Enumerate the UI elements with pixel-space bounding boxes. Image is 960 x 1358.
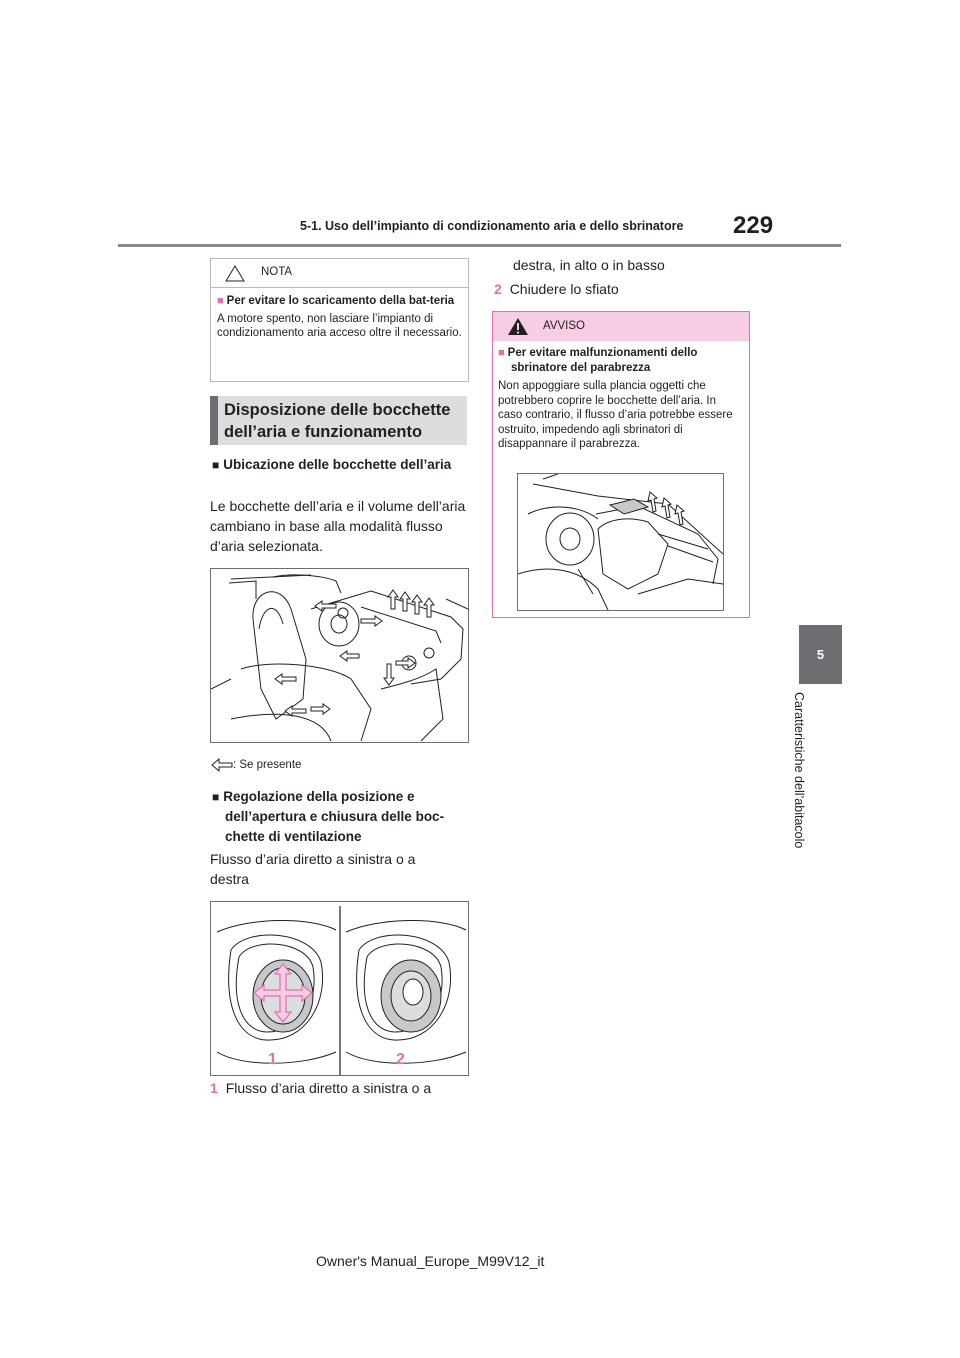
square-bullet-icon: ■ [212, 458, 220, 472]
optional-arrow-icon [211, 758, 233, 772]
section-heading-bar [210, 396, 218, 445]
square-bullet-icon: ■ [217, 295, 224, 307]
defroster-figure [517, 473, 724, 611]
section-heading [210, 396, 467, 445]
warning-triangle-icon [507, 317, 529, 336]
avviso-label: AVVISO [543, 320, 585, 332]
step-2-text: Chiudere lo sfiato [509, 281, 619, 297]
chapter-title-text: Caratteristiche dell’abitacolo [792, 692, 806, 849]
avviso-text: Non appoggiare sulla plancia oggetti che potrebbero coprire le bocchette dell’aria. In caso contrario, il flusso d’aria potrebbe essere ostruito, impedendo agli sbrinatori di disappannare il parabrezza. [498, 380, 733, 450]
avviso-header [493, 312, 749, 341]
running-header-title: 5-1. Uso dell’impianto di condizionamento aria e dello sbrinatore [300, 219, 684, 233]
location-heading-text: Ubicazione delle bocchette dell’aria [223, 457, 452, 472]
avviso-heading-text: Per evitare malfunzionamenti dello sbrinatore del parabrezza [507, 347, 698, 374]
nota-header [211, 259, 468, 288]
adjust-heading [212, 787, 483, 847]
location-text: Le bocchette dell’aria e il volume dell’aria cambiano in base alla modalità flusso d’aria selezionata. [210, 498, 466, 554]
step-1-number: 1 [210, 1080, 218, 1096]
step-2 [494, 279, 734, 299]
vent-location-figure [210, 568, 469, 743]
adjust-text: Flusso d’aria diretto a sinistra o a destra [210, 851, 416, 887]
square-bullet-icon: ■ [212, 790, 220, 804]
step-1-continued: destra, in alto o in basso [513, 257, 665, 273]
location-heading [212, 455, 465, 475]
square-bullet-icon: ■ [498, 347, 505, 359]
figure-label-1: 1 [268, 1051, 277, 1068]
header-rule [118, 244, 841, 247]
avviso-box [492, 311, 750, 618]
step-1-text: Flusso d’aria diretto a sinistra o a [225, 1080, 432, 1096]
section-heading-text: Disposizione delle bocchette dell’aria e funzionamento [224, 401, 451, 441]
nota-heading-text: Per evitare lo scaricamento della bat-teria [226, 295, 455, 307]
chapter-tab: 5 [799, 625, 842, 684]
vent-closeup-illustration [211, 902, 468, 1075]
avviso-heading [498, 346, 743, 375]
caution-triangle-icon [225, 265, 245, 282]
nota-heading [217, 294, 462, 309]
page-number: 229 [733, 212, 774, 239]
step-2-number: 2 [494, 281, 502, 297]
step-1-start [210, 1078, 460, 1098]
vent-location-illustration [211, 569, 468, 742]
legend-text: : Se presente [233, 759, 302, 771]
chapter-title-vertical [784, 692, 814, 872]
nota-text: A motore spento, non lasciare l’impianto di condizionamento aria acceso oltre il necessario. [217, 312, 462, 339]
footer-text: Owner's Manual_Europe_M99V12_it [316, 1253, 545, 1269]
nota-label: NOTA [261, 266, 293, 278]
figure-label-2: 2 [396, 1051, 405, 1068]
vent-closeup-figure [210, 901, 469, 1076]
defroster-illustration [518, 474, 723, 610]
adjust-heading-text: Regolazione della posizione e dell’apertura e chiusura delle boc-chette di ventilazione [223, 789, 445, 844]
nota-box [210, 258, 469, 382]
